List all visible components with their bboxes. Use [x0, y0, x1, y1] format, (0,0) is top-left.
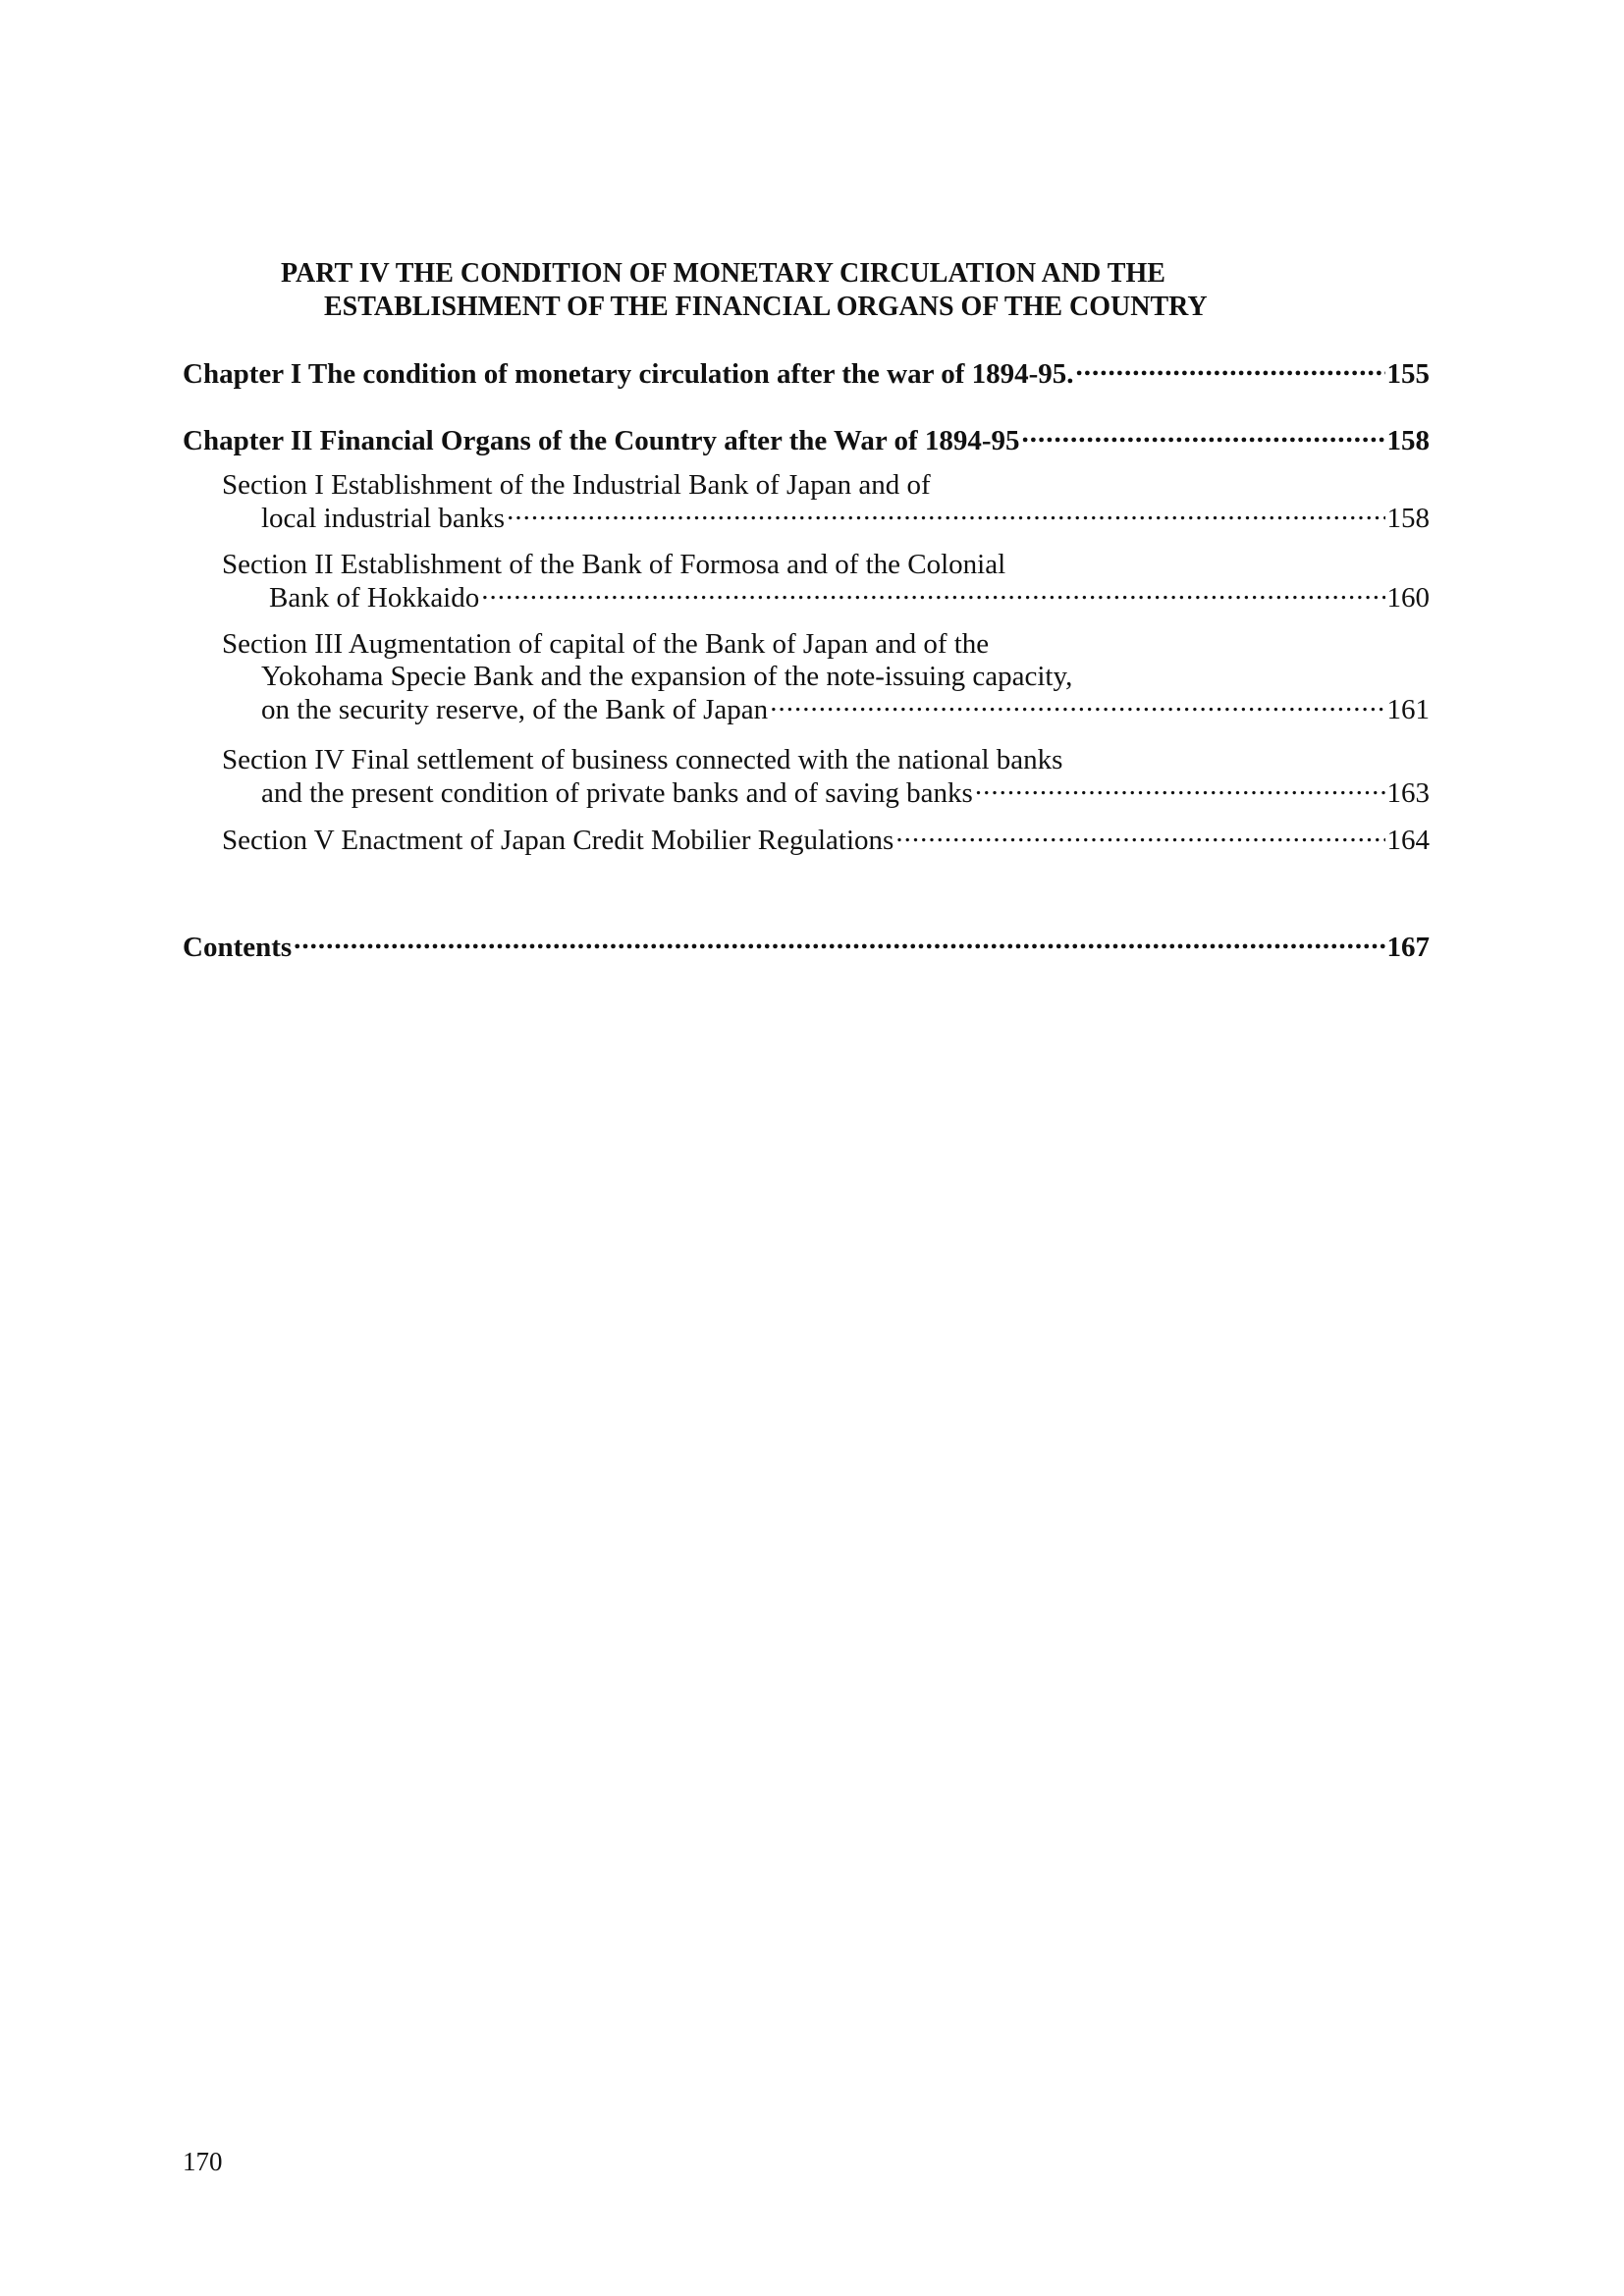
dot-leader	[481, 587, 1384, 607]
toc-entry-label-continued: local industrial banks	[261, 503, 506, 534]
toc-page-number: 164	[1386, 825, 1430, 856]
toc-entry-section-4[interactable]	[222, 744, 1430, 810]
toc-page-number: 167	[1386, 932, 1430, 963]
toc-entry-label-continued: and the present condition of private banks and of saving banks	[261, 777, 973, 809]
dot-leader	[1022, 430, 1385, 450]
toc-entry-chapter-1[interactable]	[183, 357, 1430, 391]
toc-entry-section-3[interactable]	[222, 628, 1430, 726]
toc-entry-section-2[interactable]	[222, 549, 1430, 614]
toc-entry-label: Section III Augmentation of capital of the Bank of Japan and of the	[222, 628, 990, 660]
toc-entry-label: Section I Establishment of the Industrial Bank of Japan and of	[222, 469, 931, 501]
toc-entry-label-continued: Yokohama Specie Bank and the expansion of the note-issuing capacity,	[261, 661, 1073, 692]
toc-entry-label: Chapter II Financial Organs of the Country after the War of 1894-95	[183, 425, 1020, 456]
toc-entry-label-continued: on the security reserve, of the Bank of Japan	[261, 694, 769, 725]
toc-entry-label: Section IV Final settlement of business connected with the national banks	[222, 744, 1063, 775]
part-heading-line-1: PART IV THE CONDITION OF MONETARY CIRCULATION AND THE	[281, 258, 1165, 289]
toc-entry-section-5[interactable]	[222, 824, 1430, 857]
page-number-footer: 170	[183, 2147, 223, 2176]
toc-page-number: 163	[1386, 777, 1430, 809]
toc-entry-chapter-2[interactable]	[183, 424, 1430, 457]
part-heading	[281, 257, 1400, 324]
toc-page-number: 158	[1386, 503, 1430, 534]
dot-leader	[1076, 363, 1385, 383]
toc-entry-label: Contents	[183, 932, 293, 963]
dot-leader	[770, 699, 1384, 719]
toc-entry-label: Section V Enactment of Japan Credit Mobilier Regulations	[222, 825, 894, 856]
toc-entry-contents[interactable]	[183, 931, 1430, 964]
toc-page-number: 158	[1386, 425, 1430, 456]
dot-leader	[895, 829, 1384, 849]
toc-page-number: 161	[1386, 694, 1430, 725]
toc-page-number: 155	[1386, 358, 1430, 390]
toc-page-number: 160	[1386, 582, 1430, 614]
toc-entry-label-continued: Bank of Hokkaido	[269, 582, 480, 614]
toc-entry-label: Section II Establishment of the Bank of Formosa and of the Colonial	[222, 549, 1006, 580]
toc-entry-label: Chapter I The condition of monetary circulation after the war of 1894-95.	[183, 358, 1074, 390]
dot-leader	[507, 507, 1384, 527]
dot-leader	[294, 936, 1384, 956]
toc-entry-section-1[interactable]	[222, 469, 1430, 535]
part-heading-line-2: ESTABLISHMENT OF THE FINANCIAL ORGANS OF THE COUNTRY	[324, 292, 1208, 322]
dot-leader	[975, 782, 1385, 802]
